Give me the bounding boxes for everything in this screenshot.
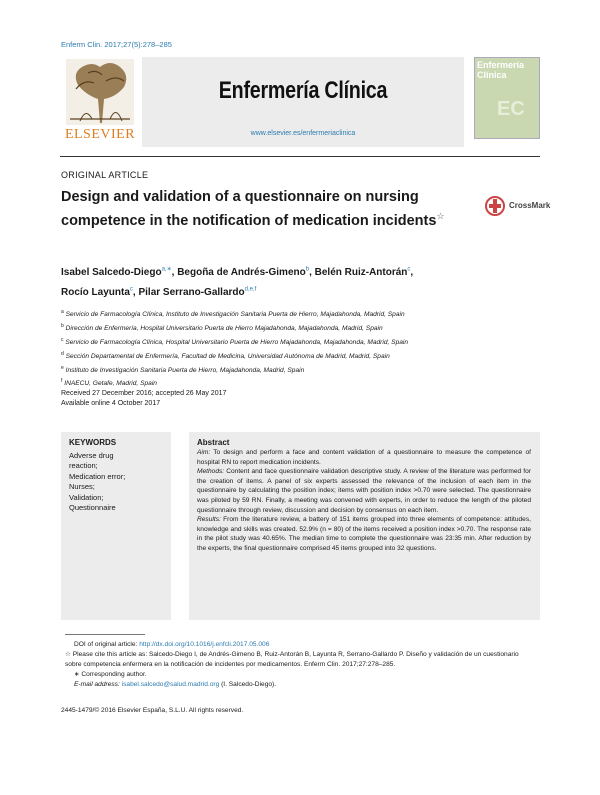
abstract-box <box>189 432 540 620</box>
affiliation: $^e$ Instituto de Investigación Sanitaria Puerta de Hierro, Majadahonda, Madrid, Spain <box>61 364 305 374</box>
author-affil-ref[interactable]: c <box>129 286 133 293</box>
footnotes <box>65 640 535 690</box>
paper-title <box>61 188 461 231</box>
author: Begoña de Andrés-Gimeno$^b$, <box>177 267 315 279</box>
article-type: ORIGINAL ARTICLE <box>61 170 149 180</box>
cover-title: Enfermería Clínica <box>477 60 525 80</box>
abstract-results: Results: From the literature review, a battery of 151 items grouped into three elements of competence: attitudes, knowledge and skills was created. 52.9% (n = 80) of the items received a position index >0.70. The response rate in the pilot study was 40.65%. The median time to complete the questionnaire was 23:35 min. After reduction by the experts, the final questionnaire comprised 45 items grouped into 32 questions. <box>197 516 531 552</box>
author-affil-ref[interactable]: d,e,f <box>244 286 257 293</box>
author-affil-ref[interactable]: c <box>407 267 411 273</box>
journal-header <box>60 57 540 147</box>
keyword: reaction; <box>69 461 98 471</box>
journal-title: Enfermería Clínica <box>218 77 388 104</box>
copyright-notice: 2445-1479/© 2016 Elsevier España, S.L.U. All rights reserved. <box>61 707 244 714</box>
abstract-text <box>197 448 531 554</box>
crossmark-icon <box>485 195 505 217</box>
citation-star-mark: ☆ <box>65 651 71 658</box>
paper-title-text: Design and validation of a questionnaire on nursing competence in the notification of medication incidents <box>61 189 437 229</box>
keywords-heading: KEYWORDS <box>69 438 117 447</box>
abstract-aim: Aim: To design and perform a face and content validation of a questionnaire to measure the competence of hospital RN to report medication incidents. <box>197 449 531 466</box>
affiliation: $^a$ Servicio de Farmacología Clínica, Instituto de Investigación Sanitaria Puerta de Hierro, Majadahonda, Madrid, Spain <box>61 309 405 319</box>
author: Rocío Layunta$^c$, <box>61 286 139 298</box>
affiliation: $^c$ Servicio de Farmacología Clínica, Hospital Universitario Puerta de Hierro Majadahonda, Majadahonda, Madrid, Spain <box>61 336 409 346</box>
abstract-methods: Methods: Content and face questionnaire validation descriptive study. A review of the literature was performed for the creation of items. A panel of six experts assessed the relevance of the inclusion of each item in the questionnaire by calculating the position index; items with position index >0.70 were selected. The questionnaire was piloted by 59 RN. Finally, a meeting was convened with experts, in order to reduce the length of the piloted questionnaire through review, discussion and decision by consensus on each item. <box>197 468 531 514</box>
cover-letters: EC <box>497 98 525 120</box>
affiliation: $^b$ Dirección de Enfermería, Hospital Universitario Puerta de Hierro Majadahonda, Majadahonda, Madrid, Spain <box>61 322 383 333</box>
affiliation: $^d$ Sección Departamental de Enfermería, Facultad de Medicina, Universidad Autónoma de Madrid, Madrid, Spain <box>61 350 390 360</box>
author-list <box>61 262 521 301</box>
affiliations <box>61 307 531 390</box>
crossmark-label: CrossMark <box>509 201 551 210</box>
keyword: Validation; <box>69 492 104 502</box>
title-star-mark[interactable]: ☆ <box>436 211 445 221</box>
elsevier-logo <box>60 57 140 147</box>
keyword: Nurses; <box>69 482 95 492</box>
journal-cover-thumbnail <box>474 57 540 139</box>
corresponding-footnote: ∗ Corresponding author. <box>74 671 147 678</box>
received-date: Received 27 December 2016; accepted 26 May 2017 <box>61 390 227 397</box>
footnote-rule <box>65 634 145 635</box>
keywords-box <box>61 432 171 620</box>
journal-ref-name: Enferm Clin. <box>61 40 103 49</box>
header-rule <box>60 156 540 157</box>
author-affil-ref[interactable]: b <box>305 267 310 273</box>
keyword: Questionnaire <box>69 503 116 513</box>
doi-link[interactable]: http://dx.doi.org/10.1016/j.enfcli.2017.05.006 <box>139 641 270 648</box>
journal-url[interactable]: www.elsevier.es/enfermeriaclinica <box>250 130 356 137</box>
author: Isabel Salcedo-Diego$^{a,∗}$, <box>61 267 178 279</box>
affiliation: $^f$ INAECU, Getafe, Madrid, Spain <box>61 378 157 388</box>
author: Belén Ruiz-Antorán$^c$, <box>314 267 414 279</box>
keyword: Medication error; <box>69 471 126 481</box>
citation-footnote: ☆ Please cite this article as: Salcedo-Diego I, de Andrés-Gimeno B, Ruiz-Antorán B, Layunta R, Serrano-Gallardo P. Diseño y validación de un cuestionario sobre competencia enfermera en la notificación de incidentes por medicamentos. Enferm Clin. 2017;27:278–285. <box>65 651 519 668</box>
author-affil-ref[interactable]: a,∗ <box>161 267 172 273</box>
abstract-heading: Abstract <box>197 438 230 447</box>
journal-reference[interactable] <box>61 40 172 49</box>
online-date: Available online 4 October 2017 <box>61 399 161 407</box>
doi-footnote: DOI of original article: http://dx.doi.org/10.1016/j.enfcli.2017.05.006 <box>74 641 270 648</box>
author: Pilar Serrano-Gallardo$^{d,e,f}$ <box>138 286 257 298</box>
email-link[interactable]: isabel.salcedo@salud.madrid.org <box>121 681 220 688</box>
email-footnote: E-mail address: isabel.salcedo@salud.madrid.org (I. Salcedo-Diego). <box>74 681 277 688</box>
journal-ref-citation: 2017;27(5):278–285 <box>104 40 172 49</box>
keyword: Adverse drug <box>69 451 114 460</box>
elsevier-tree-icon <box>66 59 134 125</box>
crossmark-badge[interactable] <box>485 195 565 217</box>
publisher-name: ELSEVIER <box>64 127 136 142</box>
keywords-list <box>69 451 125 513</box>
journal-title-band <box>142 57 464 147</box>
article-dates <box>61 389 226 408</box>
